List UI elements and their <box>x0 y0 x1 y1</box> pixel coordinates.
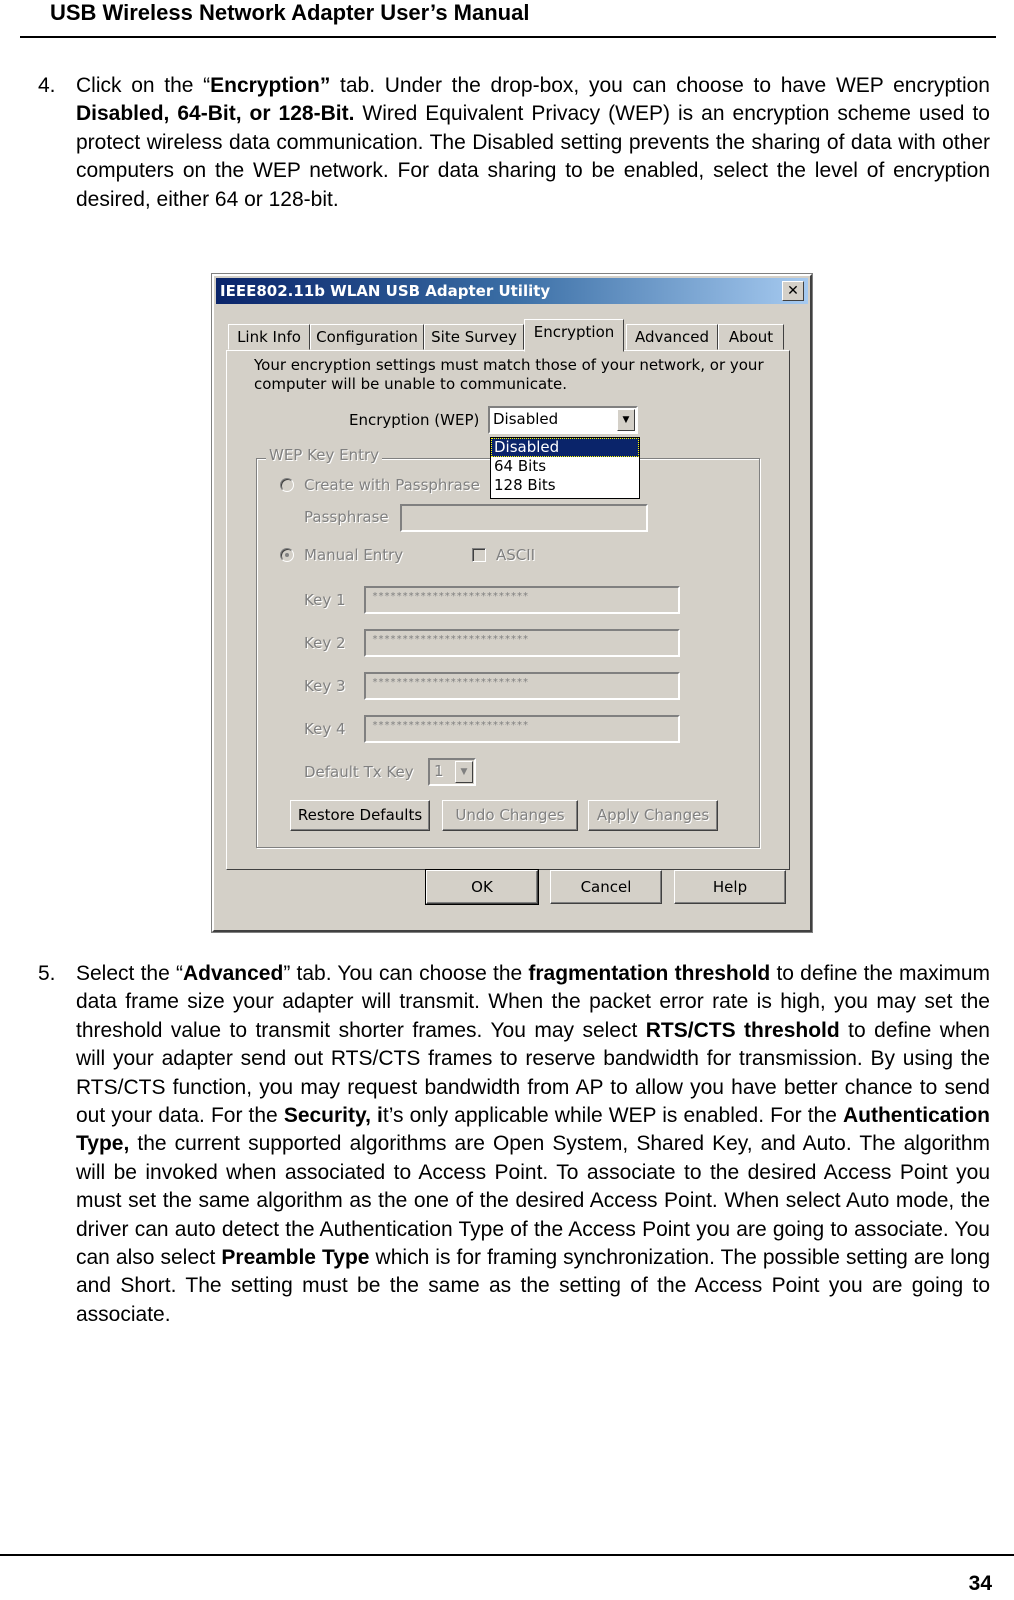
step-4 <box>38 72 990 214</box>
text: the current supported algorithms are Open System, Shared Key, and Auto. The algorithm will be invoked when associated to Access Point. To associate to the desired Access Point you must set the same algorithm as the one of the desired Access Point. When select Auto mode, the driver can auto detect the Authentication Type of the Access Point you are going to associate. You can also select <box>76 1132 990 1270</box>
encryption-label: Encryption (WEP) <box>349 411 480 429</box>
bold-text: Security, i <box>283 1104 383 1128</box>
key-1-mask: ************************** <box>372 591 529 602</box>
text: t’s only applicable while WEP is enabled. For the <box>382 1104 843 1128</box>
ok-button[interactable]: OK <box>426 870 538 904</box>
step-5 <box>38 960 990 1329</box>
bold-text: RTS/CTS threshold <box>645 1018 840 1042</box>
close-icon[interactable]: ✕ <box>782 281 804 301</box>
text: tab. Under the drop-box, you can choose to have WEP encryption <box>330 74 990 97</box>
default-tx-key-label: Default Tx Key <box>304 763 414 781</box>
key-1-input[interactable] <box>364 586 680 614</box>
wep-key-entry-legend: WEP Key Entry <box>266 446 382 465</box>
key-1-label: Key 1 <box>304 591 346 609</box>
header-rule <box>20 36 996 38</box>
default-tx-key-value: 1 <box>434 762 444 780</box>
encryption-dropdown-list <box>490 437 640 499</box>
text: to define the maximum data frame size your adapter will transmit. When the packet error rate is high, you may set the threshold value to transmit shorter frames. You may select <box>76 962 990 1042</box>
bold-text: Disabled, 64-Bit, or 128-Bit. <box>76 102 355 126</box>
text: Click on the “ <box>76 74 211 97</box>
key-3-mask: ************************** <box>372 677 529 688</box>
text: Select the “ <box>76 962 183 985</box>
passphrase-label: Passphrase <box>304 508 389 526</box>
manual-entry-label: Manual Entry <box>304 546 404 564</box>
bold-text: Preamble Type <box>221 1246 370 1270</box>
key-4-label: Key 4 <box>304 720 346 738</box>
page-number: 34 <box>968 1572 992 1595</box>
text: which is for framing synchronization. The possible setting are long and Short. The setting must be the same as the setting of the Access Point you are going to associate. <box>76 1246 991 1326</box>
passphrase-radio[interactable] <box>280 478 294 492</box>
footer-rule <box>0 1554 1014 1556</box>
dialog-title: IEEE802.11b WLAN USB Adapter Utility <box>220 282 551 300</box>
key-3-label: Key 3 <box>304 677 346 695</box>
passphrase-input[interactable] <box>400 504 648 532</box>
key-4-mask: ************************** <box>372 720 529 731</box>
notice-line-2: computer will be unable to communicate. <box>254 375 568 393</box>
bold-text: Authentication Type, <box>76 1104 990 1156</box>
tab-about[interactable]: About <box>718 324 784 350</box>
step-4-text <box>76 72 990 214</box>
key-2-input[interactable] <box>364 629 680 657</box>
ascii-checkbox[interactable] <box>472 548 486 562</box>
text: Wired Equivalent Privacy (WEP) is an encryption scheme used to protect wireless data communication. The Disabled setting prevents the sharing of data with other computers on the WEP network. For data sharing to be enabled, select the level of encryption desired, either 64 or 128-bit. <box>76 102 990 211</box>
bold-text: Encryption” <box>210 74 331 97</box>
step-number: 4. <box>38 74 56 97</box>
restore-defaults-button[interactable]: Restore Defaults <box>290 800 430 831</box>
encryption-select-value: Disabled <box>493 410 559 428</box>
tab-link-info[interactable]: Link Info <box>228 324 310 350</box>
text: to define when will your adapter send out RTS/CTS frames to reserve bandwidth for transmission. By using the RTS/CTS function, you may request bandwidth from AP to allow you have better chance to send out your data. For the <box>76 1018 990 1128</box>
passphrase-radio-label: Create with Passphrase <box>304 476 480 494</box>
tab-encryption[interactable]: Encryption <box>524 319 624 352</box>
chevron-down-icon[interactable]: ▼ <box>617 409 635 431</box>
option-disabled[interactable]: Disabled <box>491 438 639 457</box>
cancel-button[interactable]: Cancel <box>550 870 662 904</box>
tab-advanced[interactable]: Advanced <box>626 324 718 350</box>
notice-line-1: Your encryption settings must match those of your network, or your <box>254 356 764 374</box>
help-button[interactable]: Help <box>674 870 786 904</box>
key-4-input[interactable] <box>364 715 680 743</box>
running-header: USB Wireless Network Adapter User’s Manual <box>50 0 530 25</box>
step-number: 5. <box>38 962 56 985</box>
tab-configuration[interactable]: Configuration <box>310 324 424 350</box>
option-64-bits[interactable]: 64 Bits <box>494 457 547 475</box>
encryption-select[interactable] <box>488 406 638 434</box>
key-3-input[interactable] <box>364 672 680 700</box>
bold-text: Advanced <box>182 962 284 985</box>
key-2-label: Key 2 <box>304 634 346 652</box>
chevron-down-icon[interactable]: ▼ <box>455 761 473 783</box>
manual-entry-radio[interactable] <box>280 548 294 562</box>
option-128-bits[interactable]: 128 Bits <box>494 476 556 494</box>
utility-dialog <box>212 274 812 932</box>
default-tx-key-select[interactable] <box>428 758 476 786</box>
dialog-titlebar <box>216 278 808 304</box>
text: ” tab. You can choose the <box>283 962 529 985</box>
step-5-text <box>76 960 990 1329</box>
ascii-label: ASCII <box>496 546 536 564</box>
tab-site-survey[interactable]: Site Survey <box>424 324 524 350</box>
undo-changes-button[interactable]: Undo Changes <box>442 800 578 831</box>
bold-text: fragmentation threshold <box>528 962 771 985</box>
key-2-mask: ************************** <box>372 634 529 645</box>
apply-changes-button[interactable]: Apply Changes <box>588 800 718 831</box>
